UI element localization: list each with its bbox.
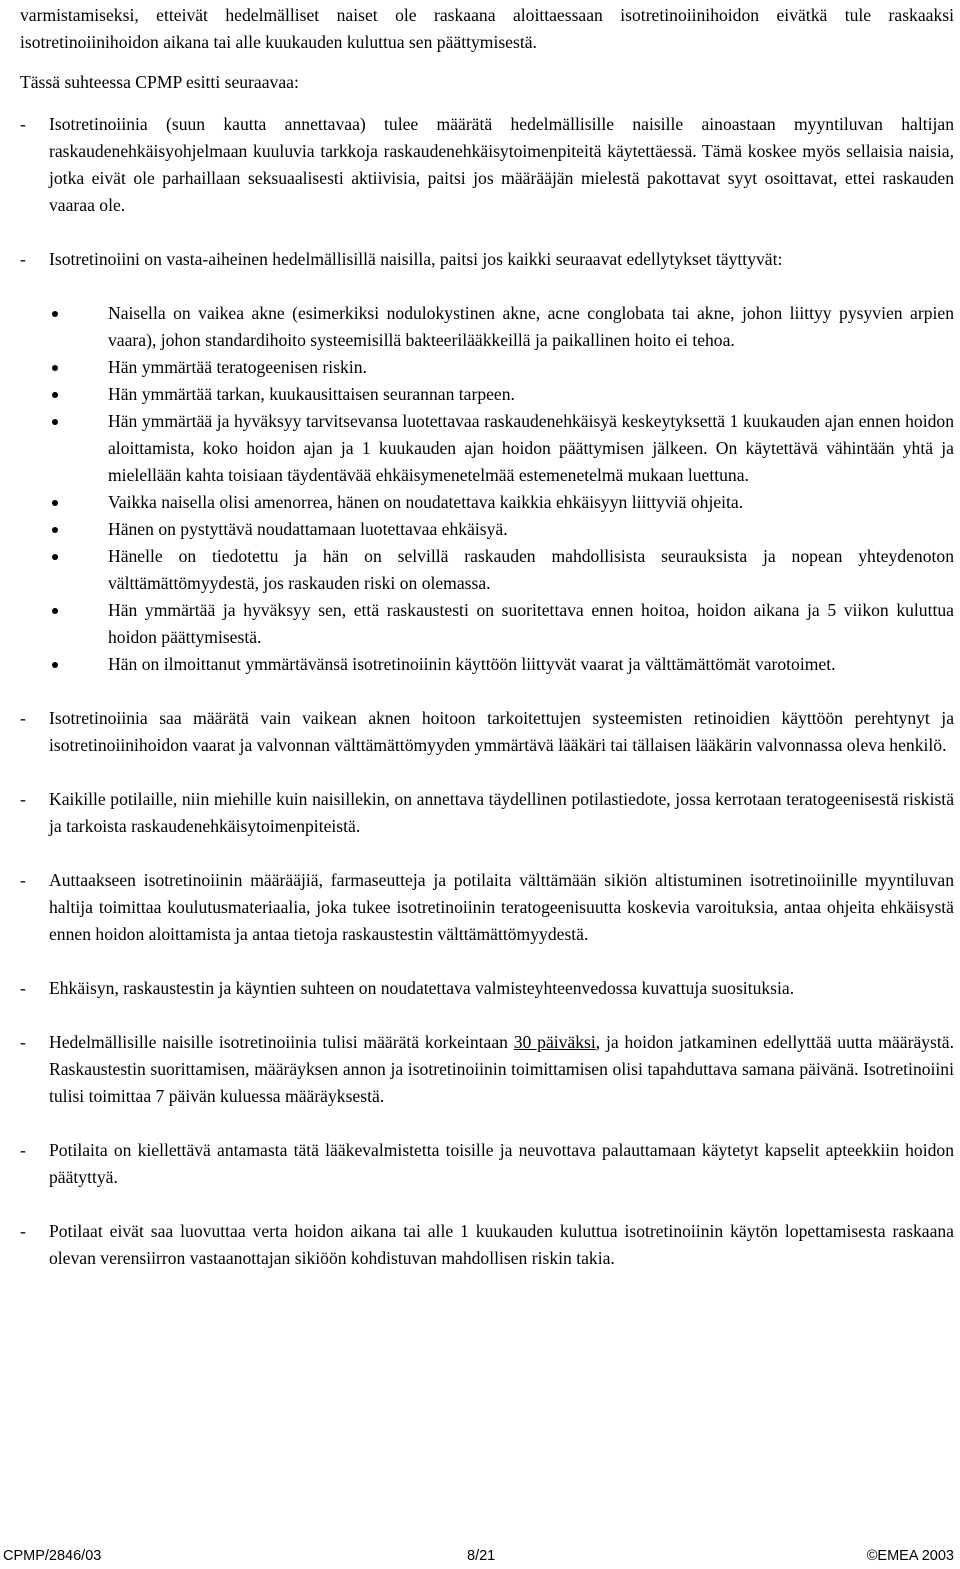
item-text: Isotretinoiinia saa määrätä vain vaikean aknen hoitoon tarkoitettujen systeemisten retinoidien käyttöön perehtynyt ja isotretinoiinihoidon vaarat ja valvonnan välttämättömyyden ymmärtävä lääkäri tai tällaisen lääkärin valvonnassa oleva henkilö. — [49, 708, 954, 755]
item-text: Isotretinoiinia (suun kautta annettavaa) tulee määrätä hedelmällisille naisille ainoastaan myyntiluvan haltijan raskaudenehkäisyohjelmaan kuuluvia tarkkoja raskaudenehkäisytoimenpiteitä käytettäessä. Tämä koskee myös sellaisia naisia, jotka eivät ole parhaillaan seksuaalisesti aktiivisia, paitsi jos määrääjän mielestä pakottavat syyt osoittavat, ettei raskauden vaaraa ole. — [49, 114, 954, 215]
bullet-text: Naisella on vaikea akne (esimerkiksi nodulokystinen akne, acne conglobata tai akne, johon liittyy pysyvien arpien vaara), johon standardihoito systeemisillä bakteerilääkkeillä ja paikallinen hoito ei tehoa. — [108, 303, 954, 350]
copyright: ©EMEA 2003 — [866, 1548, 954, 1564]
bullet-item — [108, 408, 954, 489]
document-page — [20, 2, 954, 1272]
dash-marker: - — [20, 1032, 26, 1052]
item-text: Isotretinoiini on vasta-aiheinen hedelmällisillä naisilla, paitsi jos kaikki seuraavat edellytykset täyttyvät: — [49, 249, 783, 269]
page-number: 8/21 — [467, 1548, 496, 1564]
bullet-icon — [52, 662, 58, 668]
list-item — [20, 867, 954, 948]
bullet-item — [108, 597, 954, 651]
item-text: Potilaat eivät saa luovuttaa verta hoidon aikana tai alle 1 kuukauden kuluttua isotretinoiinin käytön lopettamisesta raskaana olevan verensiirron vastaanottajan sikiöön kohdistuvan mahdollisen riskin takia. — [49, 1221, 954, 1268]
intro-continuation: varmistamiseksi, etteivät hedelmälliset naiset ole raskaana aloittaessaan isotretinoiinihoidon eivätkä tule raskaaksi isotretinoiinihoidon aikana tai alle kuukauden kuluttua sen päättymisestä. — [20, 5, 954, 52]
bullet-text: Hän ymmärtää teratogeenisen riskin. — [108, 357, 367, 377]
bullet-text: Hän on ilmoittanut ymmärtävänsä isotretinoiinin käyttöön liittyvät vaarat ja välttämättömät varotoimet. — [108, 654, 836, 674]
bullet-item — [108, 489, 954, 516]
dash-marker: - — [20, 978, 26, 998]
list-item — [20, 246, 954, 273]
item-text-before: Hedelmällisille naisille isotretinoiinia tulisi määrätä korkeintaan — [49, 1032, 514, 1052]
bullet-icon — [52, 311, 58, 317]
bullet-item — [108, 651, 954, 678]
bullet-icon — [52, 608, 58, 614]
dash-marker: - — [20, 1221, 26, 1241]
bullet-icon — [52, 500, 58, 506]
dash-marker: - — [20, 249, 26, 269]
list-item — [20, 705, 954, 759]
bullet-text: Hän ymmärtää ja hyväksyy tarvitsevansa luotettavaa raskaudenehkäisyä keskeytyksettä 1 kuukauden ajan ennen hoidon aloittamista, koko hoidon ajan ja 1 kuukauden ajan hoidon päättymisen jälkeen. On käytettävä vähintään yhtä ja mielellään kahta toisiaan täydentävää ehkäisymenetelmää estemenetelmä mukaan luettuna. — [108, 411, 954, 485]
item-text-after: , ja hoidon jatkaminen edellyttää uutta määräystä. Raskaustestin suorittamisen, määräyksen annon ja isotretinoiinin toimittamisen olisi tapahduttava samana päivänä. Isotretinoiini tulisi toimittaa 7 päivän kuluessa määräyksestä. — [49, 1032, 954, 1106]
dash-marker: - — [20, 789, 26, 809]
bullet-text: Vaikka naisella olisi amenorrea, hänen on noudatettava kaikkia ehkäisyyn liittyviä ohjeita. — [108, 492, 744, 512]
dash-marker: - — [20, 870, 26, 890]
underlined-duration: 30 päiväksi — [513, 1032, 596, 1052]
item-text: Ehkäisyn, raskaustestin ja käyntien suhteen on noudatettava valmisteyhteenvedossa kuvattuja suosituksia. — [49, 978, 795, 998]
list-item — [20, 975, 954, 1002]
bullet-list — [20, 300, 954, 678]
list-item — [20, 111, 954, 219]
doc-reference: CPMP/2846/03 — [3, 1548, 102, 1564]
bullet-item — [108, 543, 954, 597]
bullet-icon — [52, 527, 58, 533]
list-item — [20, 1137, 954, 1191]
bullet-text: Hänen on pystyttävä noudattamaan luotettavaa ehkäisyä. — [108, 519, 508, 539]
item-text: Kaikille potilaille, niin miehille kuin naisillekin, on annettava täydellinen potilastiedote, jossa kerrotaan teratogeenisestä riskistä ja tarkoista raskaudenehkäisytoimenpiteistä. — [49, 789, 954, 836]
bullet-item — [108, 381, 954, 408]
dash-marker: - — [20, 708, 26, 728]
bullet-icon — [52, 554, 58, 560]
list-item — [20, 786, 954, 840]
bullet-icon — [52, 419, 58, 425]
bullet-icon — [52, 392, 58, 398]
bullet-item — [108, 300, 954, 354]
bullet-text: Hän ymmärtää tarkan, kuukausittaisen seurannan tarpeen. — [108, 384, 515, 404]
list-item — [20, 1029, 954, 1110]
bullet-item — [108, 354, 954, 381]
item-text: Potilaita on kiellettävä antamasta tätä lääkevalmistetta toisille ja neuvottava palauttamaan käytetyt kapselit apteekkiin hoidon päätyttyä. — [49, 1140, 954, 1187]
item-text: Auttaakseen isotretinoiinin määrääjiä, farmaseutteja ja potilaita välttämään sikiön altistuminen isotretinoiinille myyntiluvan haltija toimittaa koulutusmateriaalia, joka tukee isotretinoiinin teratogeenisuutta koskevia varoituksia, antaa ohjeita ehkäisystä ennen hoidon aloittamista ja antaa tietoja raskaustestin välttämättömyydestä. — [49, 870, 954, 944]
bullet-text: Hän ymmärtää ja hyväksyy sen, että raskaustesti on suoritettava ennen hoitoa, hoidon aikana ja 5 viikon kuluttua hoidon päättymisestä. — [108, 600, 954, 647]
dash-marker: - — [20, 114, 26, 134]
bullet-icon — [52, 365, 58, 371]
dash-marker: - — [20, 1140, 26, 1160]
bullet-item — [108, 516, 954, 543]
intro-lead: Tässä suhteessa CPMP esitti seuraavaa: — [20, 72, 299, 92]
list-item — [20, 1218, 954, 1272]
bullet-text: Hänelle on tiedotettu ja hän on selvillä raskauden mahdollisista seurauksista ja nopean yhteydenoton välttämättömyydestä, jos raskauden riski on olemassa. — [108, 546, 954, 593]
